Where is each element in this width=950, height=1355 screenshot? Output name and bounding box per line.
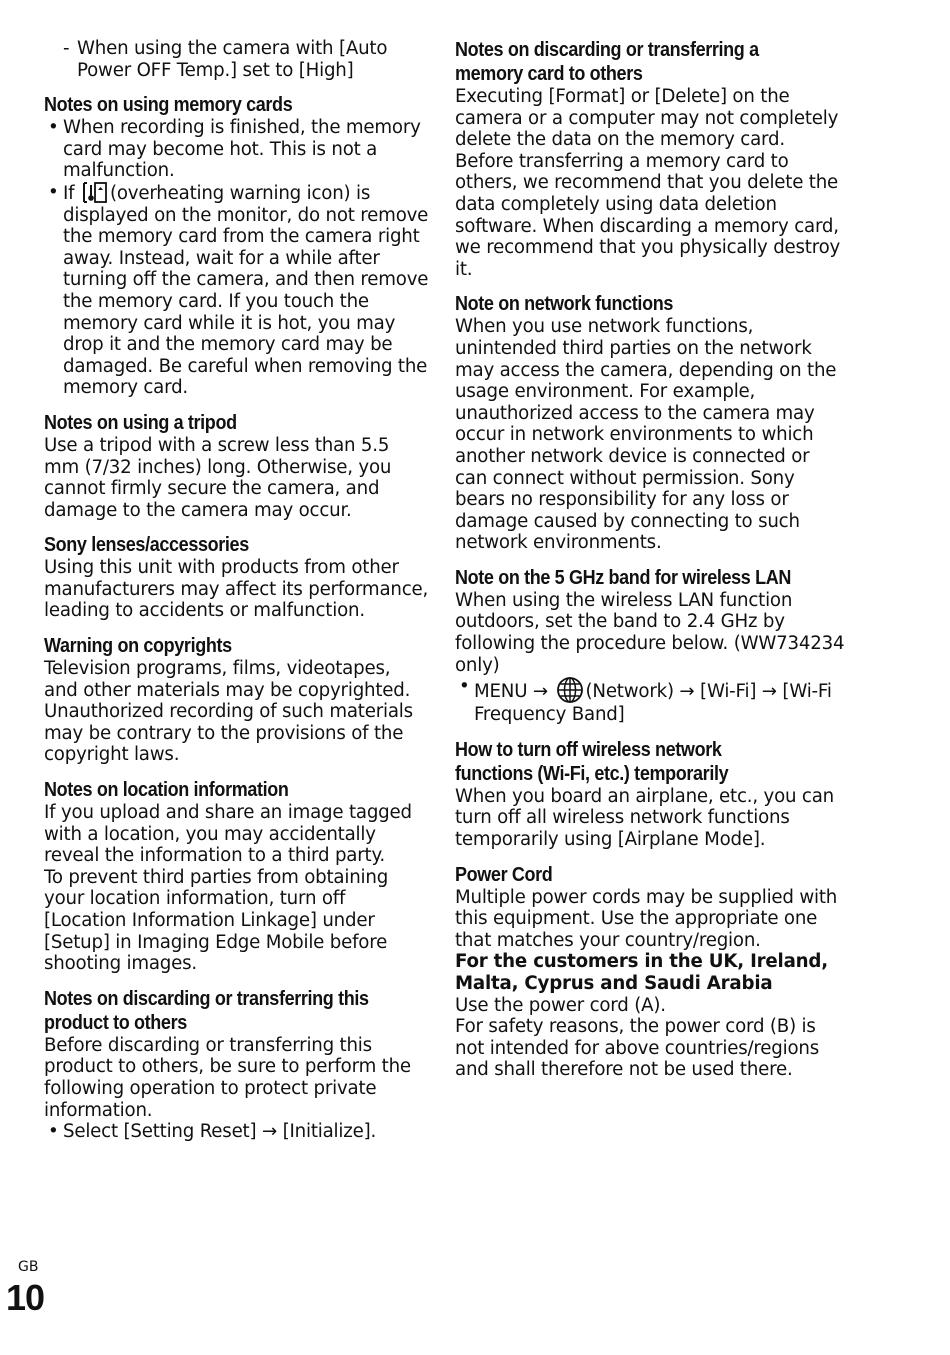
heading-lenses: Sony lenses/accessories (44, 534, 249, 557)
intro-dash-text: When using the camera with [Auto Power OFF Temp.] set to [High] (77, 38, 388, 81)
bullet-setting-reset: • Select [Setting Reset] → [Initialize]. (48, 1121, 377, 1143)
lenses-text: Using this unit with products from other manufacturers may affect its performance, leading to accidents or malfunction. (44, 557, 429, 622)
location-text-2: To prevent third parties from obtaining your location information, turn off [Location Information Linkage] under [Setup] in Imaging Edge Mobile before shooting images. (44, 866, 389, 975)
section-memory-cards (44, 93, 429, 399)
copyrights-text: Television programs, films, videotapes, and other materials may be copyrighted. Unauthorized recording of such materials may be contrary to the provisions of the copyright laws. (44, 658, 413, 766)
heading-network: Note on network functions (455, 293, 673, 316)
overheating-warning-icon (82, 182, 108, 203)
heading-tripod: Notes on using a tripod (44, 411, 237, 434)
heading-memory-cards: Notes on using memory cards (44, 94, 293, 117)
heading-discard-card-1: Notes on discarding or transferring a (455, 39, 759, 61)
power-cord-region-heading: For the customers in the UK, Ireland, Malta, Cyprus and Saudi Arabia (455, 951, 828, 994)
page-number: 10 (6, 1277, 45, 1318)
right-column (455, 38, 845, 1093)
tripod-text: Use a tripod with a screw less than 5.5 mm (7/32 inches) long. Otherwise, you cannot firmly secure the camera, and damage to the camera may occur. (44, 434, 392, 521)
network-globe-icon (556, 676, 584, 704)
heading-discard-product-1: Notes on discarding or transferring this (44, 987, 369, 1010)
location-text-1: If you upload and share an image tagged with a location, you may accidentally reveal the information to a third party. (44, 802, 412, 867)
footer-region: GB (18, 1259, 39, 1275)
section-tripod (44, 411, 429, 521)
section-discard-product (44, 987, 429, 1143)
band-text: When using the wireless LAN function outdoors, set the band to 2.4 GHz by following the procedure below. (WW734234 only) (455, 589, 845, 676)
section-power-cord (455, 863, 845, 1081)
bullet-overheat-warning: • If (overheating warning icon) is displayed on the monitor, do not remove the memory card from the camera right away. Instead, wait for a while after turning off the camera, and then remove the memory card. If you touch the memory card while it is hot, you may drop it and the memory card may be damaged. Be careful when removing the memory card. (48, 181, 429, 399)
power-cord-text: Multiple power cords may be supplied with this equipment. Use the appropriate one that matches your country/region. (455, 886, 838, 951)
network-text: When you use network functions, unintended third parties on the network may access the camera, depending on the usage environment. For example, unauthorized access to the camera may occur in network environments to which another network device is connected or can connect without permission. Sony bears no responsibility for any loss or damage caused by connecting to such network environments. (455, 316, 837, 554)
section-band (455, 566, 845, 726)
wireless-off-text: When you board an airplane, etc., you can turn off all wireless network functions temporarily using [Airplane Mode]. (455, 785, 834, 851)
section-wireless-off (455, 738, 845, 851)
heading-band: Note on the 5 GHz band for wireless LAN (455, 566, 792, 589)
bullet-memory-hot: • When recording is finished, the memory card may become hot. This is not a malfunction. (48, 117, 421, 182)
section-location (44, 778, 429, 975)
left-column (44, 38, 429, 1155)
section-lenses (44, 533, 429, 622)
power-cord-line-1: Use the power cord (A). (455, 994, 666, 1016)
heading-wireless-off-1: How to turn off wireless network (455, 738, 722, 761)
discard-card-text: Executing [Format] or [Delete] on the camera or a computer may not completely delete the data on the memory card. Before transferring a memory card to others, we recommend that you delete the data completely using data deletion software. When discarding a memory card, we recommend that you physically destroy it. (455, 86, 841, 280)
section-copyrights (44, 634, 429, 766)
discard-product-text: Before discarding or transferring this product to others, be sure to perform the following operation to protect private information. (44, 1034, 411, 1121)
intro-note: - When using the camera with [Auto Power OFF Temp.] set to [High] (63, 38, 388, 81)
power-cord-line-2: For safety reasons, the power cord (B) is not intended for above countries/regions and shall therefore not be used there. (455, 1016, 820, 1081)
heading-copyrights: Warning on copyrights (44, 635, 232, 658)
section-network (455, 292, 845, 554)
heading-discard-card-2: memory card to others (455, 63, 643, 85)
heading-discard-product-2: product to others (44, 1011, 187, 1034)
heading-power-cord: Power Cord (455, 863, 553, 886)
heading-wireless-off-2: functions (Wi-Fi, etc.) temporarily (455, 762, 729, 785)
bullet-menu-path: • MENU → (Network) → [Wi-Fi] → [Wi-Fi Frequency Band] (459, 676, 832, 726)
heading-location: Notes on location information (44, 779, 289, 802)
section-discard-card (455, 38, 845, 280)
